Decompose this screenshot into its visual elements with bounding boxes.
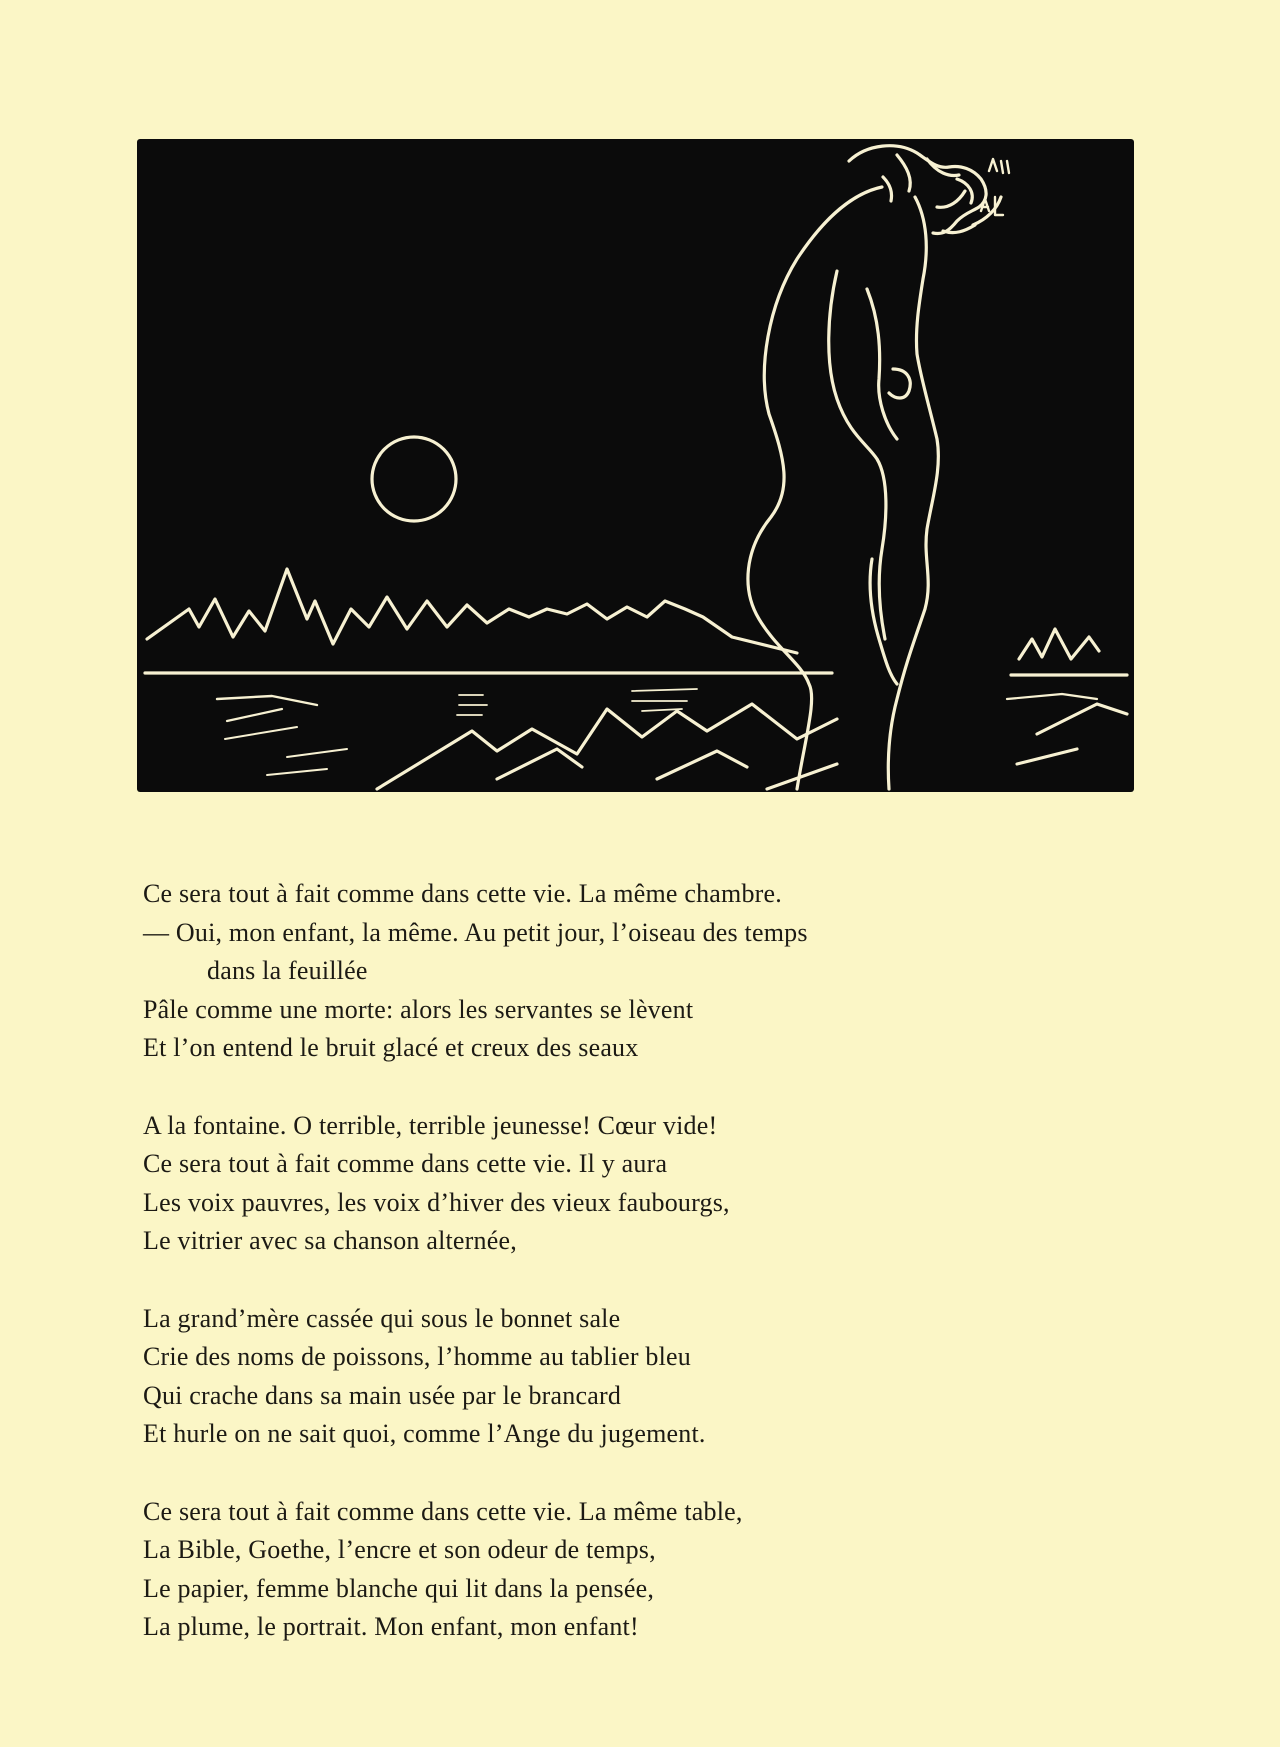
poem-line: Qui crache dans sa main usée par le brancard [143,1380,622,1410]
stanza-3 [143,1300,1143,1454]
poem-line: Pâle comme une morte: alors les servantes se lèvent [143,994,694,1024]
poem-line: Le papier, femme blanche qui lit dans la pensée, [143,1573,655,1603]
poem-line: Le vitrier avec sa chanson alternée, [143,1226,517,1255]
mountain-ridge-right [1019,629,1099,659]
woodcut-illustration [137,139,1134,792]
poem-line: La Bible, Goethe, l’encre et son odeur de temps, [143,1535,656,1564]
foreground-waves [377,704,837,789]
poem-line: Crie des noms de poissons, l’homme au tablier bleu [143,1342,691,1371]
mountain-ridge [147,569,797,653]
poem-line: Ce sera tout à fait comme dans cette vie. Il y aura [143,1149,668,1178]
moon-circle [372,437,456,521]
stanza-2 [143,1107,1143,1261]
figure-back [888,197,938,789]
poem-line-continuation: dans la feuillée [207,956,368,985]
stanza-4 [143,1493,1143,1647]
poem-line: — Oui, mon enfant, la même. Au petit jour, l’oiseau des temps [143,917,808,947]
poem-line: Ce sera tout à fait comme dans cette vie. La même table, [143,1496,743,1526]
poem-text [143,875,1143,1686]
stanza-1 [143,875,1143,1068]
woodcut-drawing [137,139,1134,792]
poem-line: Et l’on entend le bruit glacé et creux des seaux [143,1033,639,1062]
poem-line: La plume, le portrait. Mon enfant, mon enfant! [143,1612,639,1641]
poem-line: Les voix pauvres, les voix d’hiver des vieux faubourgs, [143,1187,730,1217]
figure-outline [748,187,882,789]
poem-line: Et hurle on ne sait quoi, comme l’Ange du jugement. [143,1419,706,1448]
poem-line: La grand’mère cassée qui sous le bonnet sale [143,1303,621,1333]
poem-line: Ce sera tout à fait comme dans cette vie. La même chambre. [143,879,782,908]
poem-line: A la fontaine. O terrible, terrible jeunesse! Cœur vide! [143,1110,718,1140]
